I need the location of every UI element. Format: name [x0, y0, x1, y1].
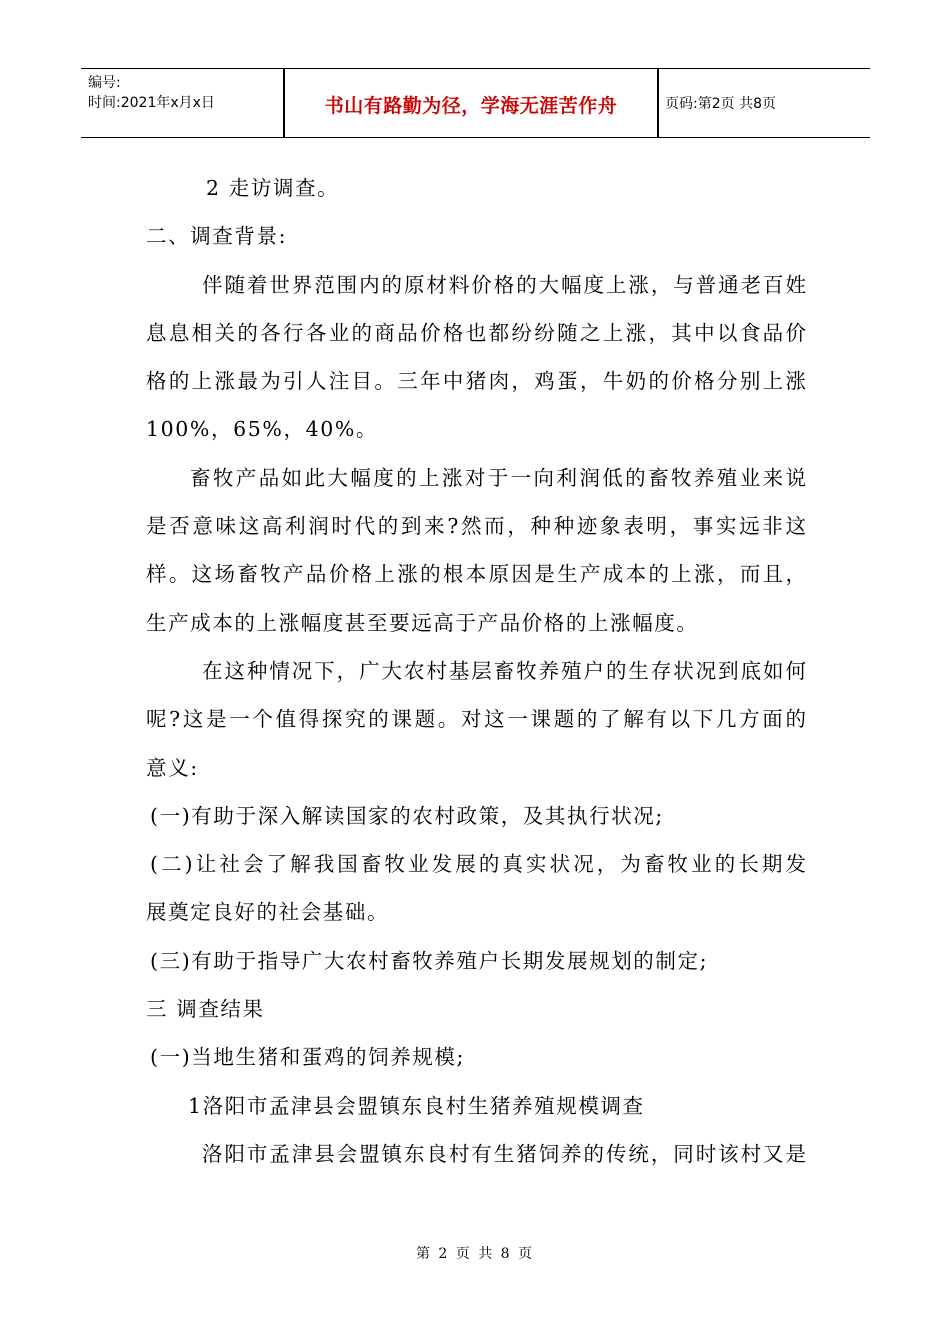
text-line: (一)有助于深入解读国家的农村政策，及其执行状况; [150, 803, 664, 828]
text-line: 展奠定良好的社会基础。 [146, 900, 390, 925]
document-number-label: 编号: [88, 75, 121, 91]
text-line: 洛阳市孟津县会盟镇东良村有生猪饲养的传统，同时该村又是 [202, 1141, 806, 1166]
header-meta [88, 73, 215, 113]
text-line: (二)让社会了解我国畜牧业发展的真实状况，为畜牧业的长期发 [150, 852, 806, 877]
text-line: (三)有助于指导广大农村畜牧养殖户长期发展规划的制定; [150, 948, 709, 973]
header-divider [657, 69, 659, 137]
text-line: 2 走访调查。 [206, 176, 340, 200]
text-line: 三 调查结果 [146, 997, 265, 1022]
document-body [146, 164, 806, 1178]
header-page-info: 页码:第2页 共8页 [665, 96, 776, 112]
header-motto: 书山有路勤为径，学海无涯苦作舟 [324, 95, 618, 117]
text-line: 意义: [146, 755, 199, 780]
text-line: 样。这场畜牧产品价格上涨的根本原因是生产成本的上涨，而且， [146, 562, 806, 587]
text-line: 100%，65%，40%。 [146, 417, 379, 442]
document-time-label: 时间:2021年x月x日 [88, 95, 215, 111]
text-line: 是否意味这高利润时代的到来?然而，种种迹象表明，事实远非这 [146, 514, 806, 539]
text-line: 1洛阳市孟津县会盟镇东良村生猪养殖规模调查 [188, 1093, 645, 1118]
page-header [81, 68, 870, 138]
text-line: 呢?这是一个值得探究的课题。对这一课题的了解有以下几方面的 [146, 707, 806, 732]
text-line: (一)当地生猪和蛋鸡的饲养规模; [150, 1045, 466, 1070]
text-line: 息息相关的各行各业的商品价格也都纷纷随之上涨，其中以食品价 [146, 320, 806, 345]
text-line: 畜牧产品如此大幅度的上涨对于一向利润低的畜牧养殖业来说 [190, 465, 806, 490]
text-line: 伴随着世界范围内的原材料价格的大幅度上涨，与普通老百姓 [202, 272, 806, 297]
page-footer: 第 2 页 共 8 页 [415, 1246, 535, 1262]
text-line: 二、调查背景: [146, 224, 288, 249]
text-line: 格的上涨最为引人注目。三年中猪肉，鸡蛋，牛奶的价格分别上涨 [146, 369, 806, 394]
text-line: 生产成本的上涨幅度甚至要远高于产品价格的上涨幅度。 [146, 610, 699, 635]
text-line: 在这种情况下，广大农村基层畜牧养殖户的生存状况到底如何 [202, 658, 806, 683]
